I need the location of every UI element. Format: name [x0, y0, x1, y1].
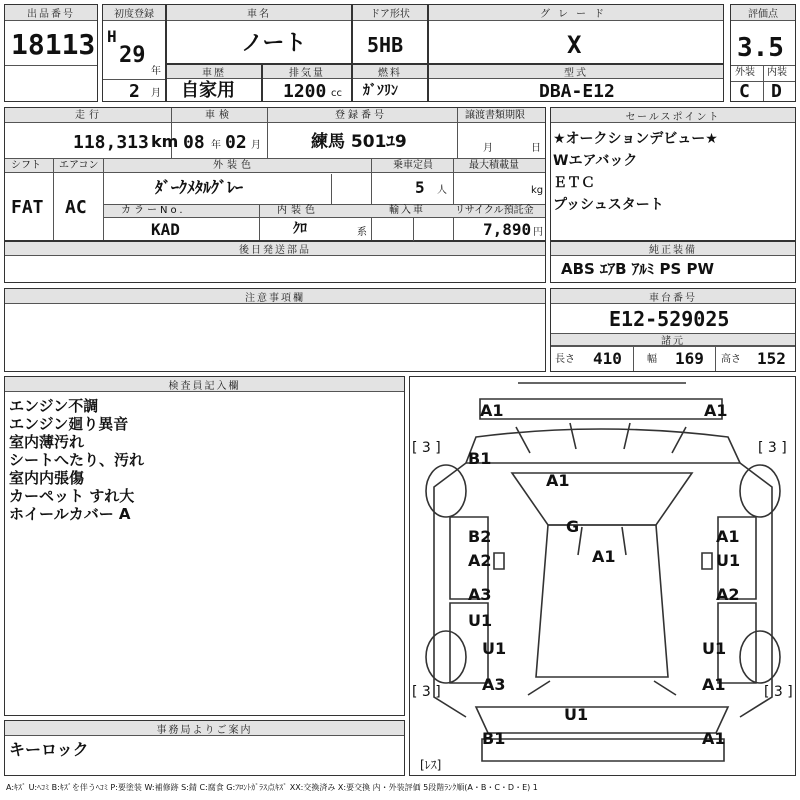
damage-mark-right-rear-fender: U1: [702, 639, 727, 658]
office-box: [4, 720, 405, 776]
ac-label: エアコン: [59, 160, 99, 171]
damage-mark-front-left: A1: [480, 401, 504, 420]
sales-points-label: セールスポイント: [551, 108, 795, 123]
ac-value: AC: [65, 197, 87, 218]
inspection-month-unit: 月: [251, 140, 261, 151]
damage-mark-left-front-door-1: B2: [468, 527, 492, 546]
length-value: 410: [593, 349, 622, 368]
type-label: 型式: [429, 65, 723, 79]
height-label: 高さ: [721, 354, 741, 365]
plate-label: 登録番号: [335, 110, 387, 121]
interior-color-unit: 系: [357, 227, 367, 238]
bracket-front-left: [ 3 ]: [412, 440, 441, 456]
bracket-rear-left: [ 3 ]: [412, 684, 441, 700]
history-value: 自家用: [181, 80, 235, 101]
lot-number-value: 18113: [11, 28, 96, 61]
displacement-box: [262, 64, 352, 102]
recycle-value: 7,890: [483, 220, 532, 239]
capacity-unit: 人: [437, 185, 447, 196]
load-label: 最大積載量: [469, 160, 519, 171]
fuel-box: [352, 64, 428, 102]
type-box: [428, 64, 724, 102]
exterior-value: C: [739, 81, 750, 102]
interior-label: 内装: [767, 67, 787, 78]
fuel-value: ｶﾞｿﾘﾝ: [363, 83, 398, 99]
inspector-line-3: 室内薄汚れ: [9, 433, 85, 451]
damage-mark-hood: A1: [546, 471, 570, 490]
recycle-label: リサイクル預託金: [455, 205, 534, 216]
equipment-label: 純正装備: [551, 242, 795, 256]
inspector-label: 検査員記入欄: [5, 377, 404, 392]
sales-points-box: [550, 107, 796, 241]
transfer-day-unit: 日: [531, 143, 541, 154]
bracket-front-right: [ 3 ]: [758, 440, 787, 456]
sales-point-1: ★オークションデビュー★: [553, 131, 718, 147]
sales-point-4: プッシュスタート: [553, 197, 664, 213]
month-unit: 月: [151, 88, 161, 99]
notes-box: [4, 288, 546, 372]
door-label: ドア形状: [353, 5, 427, 21]
interior-color-label: 内装色: [277, 205, 319, 216]
damage-mark-trunk: U1: [564, 705, 589, 724]
mileage-unit: km: [151, 132, 179, 151]
sales-point-2: Wエアバック: [553, 153, 638, 169]
door-box: [352, 4, 428, 64]
damage-mark-left-fender: B1: [468, 449, 492, 468]
plate-value: 練馬 501ﾕ9: [311, 132, 407, 152]
damage-mark-rear-left: B1: [482, 729, 506, 748]
later-parts-box: [4, 241, 546, 283]
import-label: 輸入車: [389, 205, 425, 216]
later-parts-label: 後日発送部品: [5, 242, 545, 256]
dims-label: 諸元: [551, 334, 795, 346]
interior-color-value: ｸﾛ: [293, 221, 307, 237]
inspector-line-1: エンジン不調: [9, 397, 99, 415]
damage-mark-right-quarter: A1: [702, 675, 726, 694]
history-box: [166, 64, 262, 102]
lot-number-label: 出品番号: [5, 5, 97, 21]
lot-number-box: [4, 4, 98, 102]
car-outline: [410, 377, 795, 775]
era-letter: H: [107, 27, 117, 46]
inspector-line-6: カーペット すれ大: [9, 487, 135, 505]
transfer-label: 譲渡書類期限: [465, 110, 525, 121]
year-unit: 年: [151, 66, 161, 77]
inspector-line-5: 室内内張傷: [9, 469, 85, 487]
damage-mark-left-rear-door-2: U1: [468, 611, 493, 630]
inspection-month: 02: [225, 132, 247, 153]
model-box: [166, 4, 352, 64]
grade-box: [428, 4, 724, 64]
damage-mark-left-front-door-2: A2: [468, 551, 492, 570]
office-value: キーロック: [9, 740, 89, 759]
damage-mark-left-rear-fender: U1: [482, 639, 507, 658]
inspection-label: 車検: [205, 110, 233, 121]
capacity-value: 5: [415, 178, 425, 197]
exterior-label: 外装: [735, 67, 755, 78]
score-box: [730, 4, 796, 102]
interior-value: D: [771, 81, 782, 102]
registration-year: 29: [119, 43, 146, 68]
bracket-rear-right: [ 3 ]: [764, 684, 793, 700]
width-value: 169: [675, 349, 704, 368]
displacement-unit: cc: [331, 88, 342, 99]
mileage-value: 118,313: [73, 132, 149, 153]
missing-mark: [ﾚｽ]: [420, 758, 442, 772]
damage-mark-rear-right: A1: [702, 729, 726, 748]
grade-value: X: [567, 31, 582, 59]
first-registration-label: 初度登録: [103, 5, 165, 21]
chassis-label: 車台番号: [551, 289, 795, 304]
door-value: 5HB: [367, 33, 404, 57]
vehicle-spec-box: [4, 107, 546, 241]
registration-month: 2: [129, 81, 140, 102]
type-value: DBA-E12: [539, 81, 615, 102]
inspector-line-7: ホイールカバー A: [9, 505, 131, 523]
inspector-line-2: エンジン廻り異音: [9, 415, 129, 433]
fuel-label: 燃料: [353, 65, 427, 79]
notes-label: 注意事項欄: [5, 289, 545, 304]
damage-mark-right-front-door-1: A1: [716, 527, 740, 546]
legend-footer: A:ｷｽﾞ U:ﾍｺﾐ B:ｷｽﾞを伴うﾍｺﾐ P:要塗装 W:補修跡 S:錆 C:腐食 G:ﾌﾛﾝﾄｶﾞﾗｽ点ｷｽﾞ XX:交換済み X:要交換 内・外装評価 5段階ﾗﾝｸ順(A・B・C・D・E) 1: [6, 783, 538, 792]
first-registration-box: [102, 4, 166, 102]
damage-mark-roof: A1: [592, 547, 616, 566]
width-label: 幅: [647, 354, 657, 365]
mileage-label: 走行: [75, 110, 103, 121]
damage-mark-right-front-door-2: U1: [716, 551, 741, 570]
length-label: 長さ: [555, 354, 575, 365]
sales-point-3: ＥＴＣ: [553, 175, 595, 191]
chassis-value: E12-529025: [609, 307, 730, 331]
damage-mark-left-rear-door-1: A3: [468, 585, 492, 604]
height-value: 152: [757, 349, 786, 368]
inspection-year-unit: 年: [211, 140, 221, 151]
equipment-box: [550, 241, 796, 283]
equipment-value: ABS ｴｱB ｱﾙﾐ PS PW: [561, 260, 715, 278]
office-label: 事務局よりご案内: [5, 721, 404, 736]
grade-label: グレード: [429, 5, 723, 21]
color-value: ﾀﾞｰｸﾒﾀﾙｸﾞﾚｰ: [155, 178, 244, 197]
color-number-value: KAD: [151, 220, 180, 239]
inspector-box: [4, 376, 405, 716]
displacement-label: 排気量: [263, 65, 351, 79]
color-number-label: カラーNo.: [121, 205, 186, 216]
inspection-year: 08: [183, 132, 205, 153]
damage-mark-left-quarter: A3: [482, 675, 506, 694]
score-label: 評価点: [731, 5, 795, 21]
history-label: 車歴: [167, 65, 261, 79]
capacity-label: 乗車定員: [393, 160, 433, 171]
inspector-line-4: シートへたり、汚れ: [9, 451, 145, 469]
shift-value: FAT: [11, 197, 44, 218]
load-unit: kg: [531, 185, 544, 196]
damage-diagram: [409, 376, 796, 776]
score-value: 3.5: [737, 33, 784, 63]
model-value: ノート: [241, 31, 307, 56]
displacement-value: 1200: [283, 81, 327, 102]
shift-label: シフト: [11, 160, 41, 171]
chassis-box: [550, 288, 796, 372]
transfer-month-unit: 月: [483, 143, 493, 154]
model-label: 車名: [167, 5, 351, 21]
damage-mark-right-rear-door: A2: [716, 585, 740, 604]
recycle-unit: 円: [533, 227, 543, 238]
damage-mark-front-right: A1: [704, 401, 728, 420]
damage-mark-windshield: G: [566, 517, 580, 536]
color-label: 外装色: [213, 160, 255, 171]
